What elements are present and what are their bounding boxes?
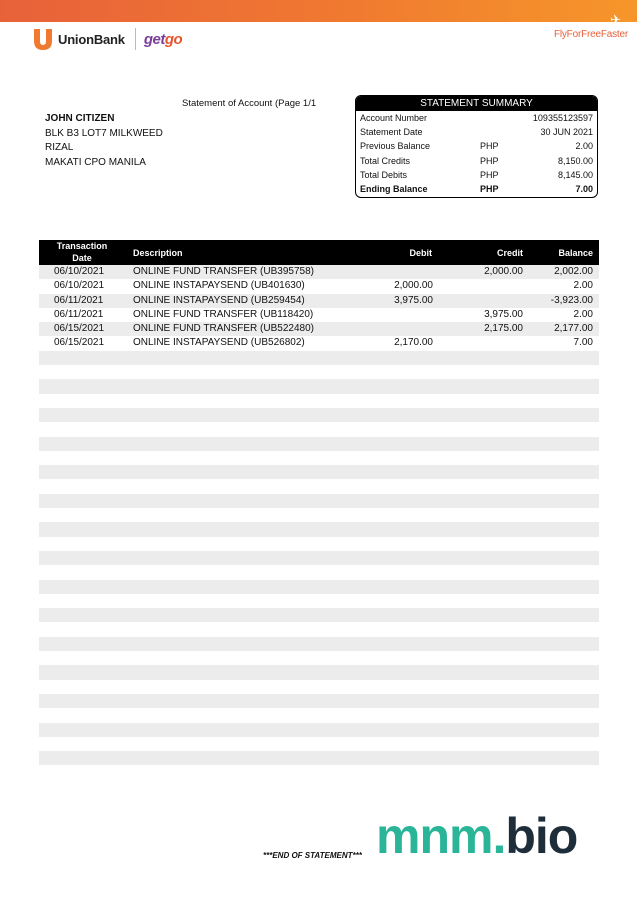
summary-row-account-number (356, 111, 597, 125)
transactions-table-body (39, 265, 599, 765)
empty-table-row (39, 408, 599, 422)
summary-currency: PHP (480, 183, 499, 194)
cell-date: 06/10/2021 (54, 280, 105, 292)
empty-table-row (39, 751, 599, 765)
header-accent-bar (0, 0, 637, 22)
empty-table-row (39, 422, 599, 436)
cell-balance: -3,923.00 (550, 294, 593, 306)
cell-balance: 2.00 (573, 308, 593, 320)
statement-title: Statement of Account (Page 1/1 (182, 98, 317, 109)
cell-description: ONLINE INSTAPAYSEND (UB259454) (133, 294, 305, 306)
summary-currency: PHP (480, 141, 499, 152)
cell-balance: 7.00 (573, 337, 593, 349)
summary-label: Total Credits (360, 155, 411, 166)
unionbank-mark-icon (32, 27, 54, 51)
watermark (376, 808, 577, 864)
partner-logo-part-b: go (164, 30, 183, 48)
cell-description: ONLINE FUND TRANSFER (UB395758) (133, 266, 314, 277)
cell-credit: 3,975.00 (484, 308, 523, 320)
summary-label: Statement Date (360, 127, 423, 138)
cell-date: 06/15/2021 (54, 337, 105, 349)
table-row (39, 308, 599, 322)
table-row (39, 279, 599, 293)
statement-summary-box (355, 95, 598, 198)
table-row (39, 265, 599, 279)
cell-date: 06/11/2021 (54, 294, 104, 306)
summary-row-statement-date (356, 125, 597, 139)
end-of-statement-note: ***END OF STATEMENT*** (263, 851, 362, 860)
empty-table-row (39, 351, 599, 365)
empty-table-row (39, 565, 599, 579)
cell-debit: 2,170.00 (394, 337, 433, 349)
empty-table-row (39, 379, 599, 393)
column-header-balance: Balance (558, 248, 593, 258)
summary-heading: STATEMENT SUMMARY (356, 96, 597, 111)
summary-row-total-credits (356, 154, 597, 168)
cell-credit: 2,000.00 (484, 266, 523, 277)
empty-table-row (39, 494, 599, 508)
bank-logo (32, 27, 182, 51)
airplane-icon: ✈ (610, 12, 621, 27)
empty-table-row (39, 437, 599, 451)
watermark-part-b: bio (505, 808, 578, 864)
summary-row-total-debits (356, 168, 597, 182)
summary-row-ending-balance (356, 182, 597, 196)
transactions-table-header (39, 240, 599, 265)
empty-table-row (39, 651, 599, 665)
summary-currency (480, 111, 528, 125)
table-row (39, 336, 599, 350)
cell-balance: 2,177.00 (554, 323, 593, 335)
cell-date: 06/11/2021 (54, 308, 104, 320)
cell-description: ONLINE INSTAPAYSEND (UB401630) (133, 280, 305, 292)
empty-table-row (39, 537, 599, 551)
summary-currency (480, 125, 528, 139)
summary-value: 30 JUN 2021 (540, 127, 593, 138)
empty-table-row (39, 365, 599, 379)
tagline: FlyForFreeFaster (553, 29, 628, 40)
summary-value: 8,150.00 (557, 155, 593, 166)
empty-table-row (39, 665, 599, 679)
cell-date: 06/10/2021 (54, 266, 105, 277)
summary-value: 109355123597 (532, 113, 593, 123)
empty-table-row (39, 723, 599, 737)
cell-description: ONLINE INSTAPAYSEND (UB526802) (133, 337, 305, 349)
column-header-debit: Debit (409, 248, 432, 258)
empty-table-row (39, 680, 599, 694)
empty-table-row (39, 580, 599, 594)
cell-date: 06/15/2021 (54, 323, 105, 335)
summary-label: Previous Balance (360, 141, 431, 152)
cell-balance: 2,002.00 (554, 266, 593, 277)
empty-table-row (39, 394, 599, 408)
address-line: BLK B3 LOT7 MILKWEED (45, 127, 163, 139)
summary-currency: PHP (480, 169, 499, 180)
empty-table-row (39, 451, 599, 465)
empty-table-row (39, 551, 599, 565)
cell-description: ONLINE FUND TRANSFER (UB522480) (133, 323, 314, 335)
cell-debit: 2,000.00 (394, 280, 433, 292)
empty-table-row (39, 465, 599, 479)
summary-value: 2.00 (575, 141, 593, 152)
empty-table-row (39, 737, 599, 751)
summary-value: 8,145.00 (557, 169, 593, 180)
empty-table-row (39, 708, 599, 722)
cell-description: ONLINE FUND TRANSFER (UB118420) (133, 308, 314, 320)
empty-table-row (39, 522, 599, 536)
empty-table-row (39, 622, 599, 636)
address-line: MAKATI CPO MANILA (45, 156, 146, 168)
empty-table-row (39, 479, 599, 493)
column-header-description: Description (133, 248, 183, 258)
empty-table-row (39, 594, 599, 608)
cell-debit: 3,975.00 (394, 294, 433, 306)
column-header-credit: Credit (496, 248, 523, 258)
partner-logo (144, 31, 182, 48)
summary-label: Account Number (360, 113, 428, 123)
logo-divider (135, 28, 136, 50)
empty-table-row (39, 608, 599, 622)
empty-table-row (39, 694, 599, 708)
empty-table-row (39, 508, 599, 522)
summary-label: Ending Balance (360, 183, 428, 194)
summary-label: Total Debits (360, 169, 408, 180)
column-header-date: Transaction Date (56, 241, 108, 263)
table-row (39, 322, 599, 336)
partner-logo-part-a: get (143, 30, 165, 48)
cell-credit: 2,175.00 (484, 323, 523, 335)
table-row (39, 294, 599, 308)
bank-name: UnionBank (58, 31, 125, 47)
address-line: RIZAL (45, 142, 74, 153)
empty-row-stripes (39, 351, 599, 766)
cell-balance: 2.00 (573, 280, 593, 292)
customer-name: JOHN CITIZEN (45, 113, 115, 124)
summary-currency: PHP (480, 155, 499, 166)
summary-value: 7.00 (575, 183, 593, 194)
summary-row-previous-balance (356, 139, 597, 153)
watermark-part-a: mnm. (376, 808, 506, 864)
empty-table-row (39, 637, 599, 651)
customer-address (45, 112, 163, 170)
